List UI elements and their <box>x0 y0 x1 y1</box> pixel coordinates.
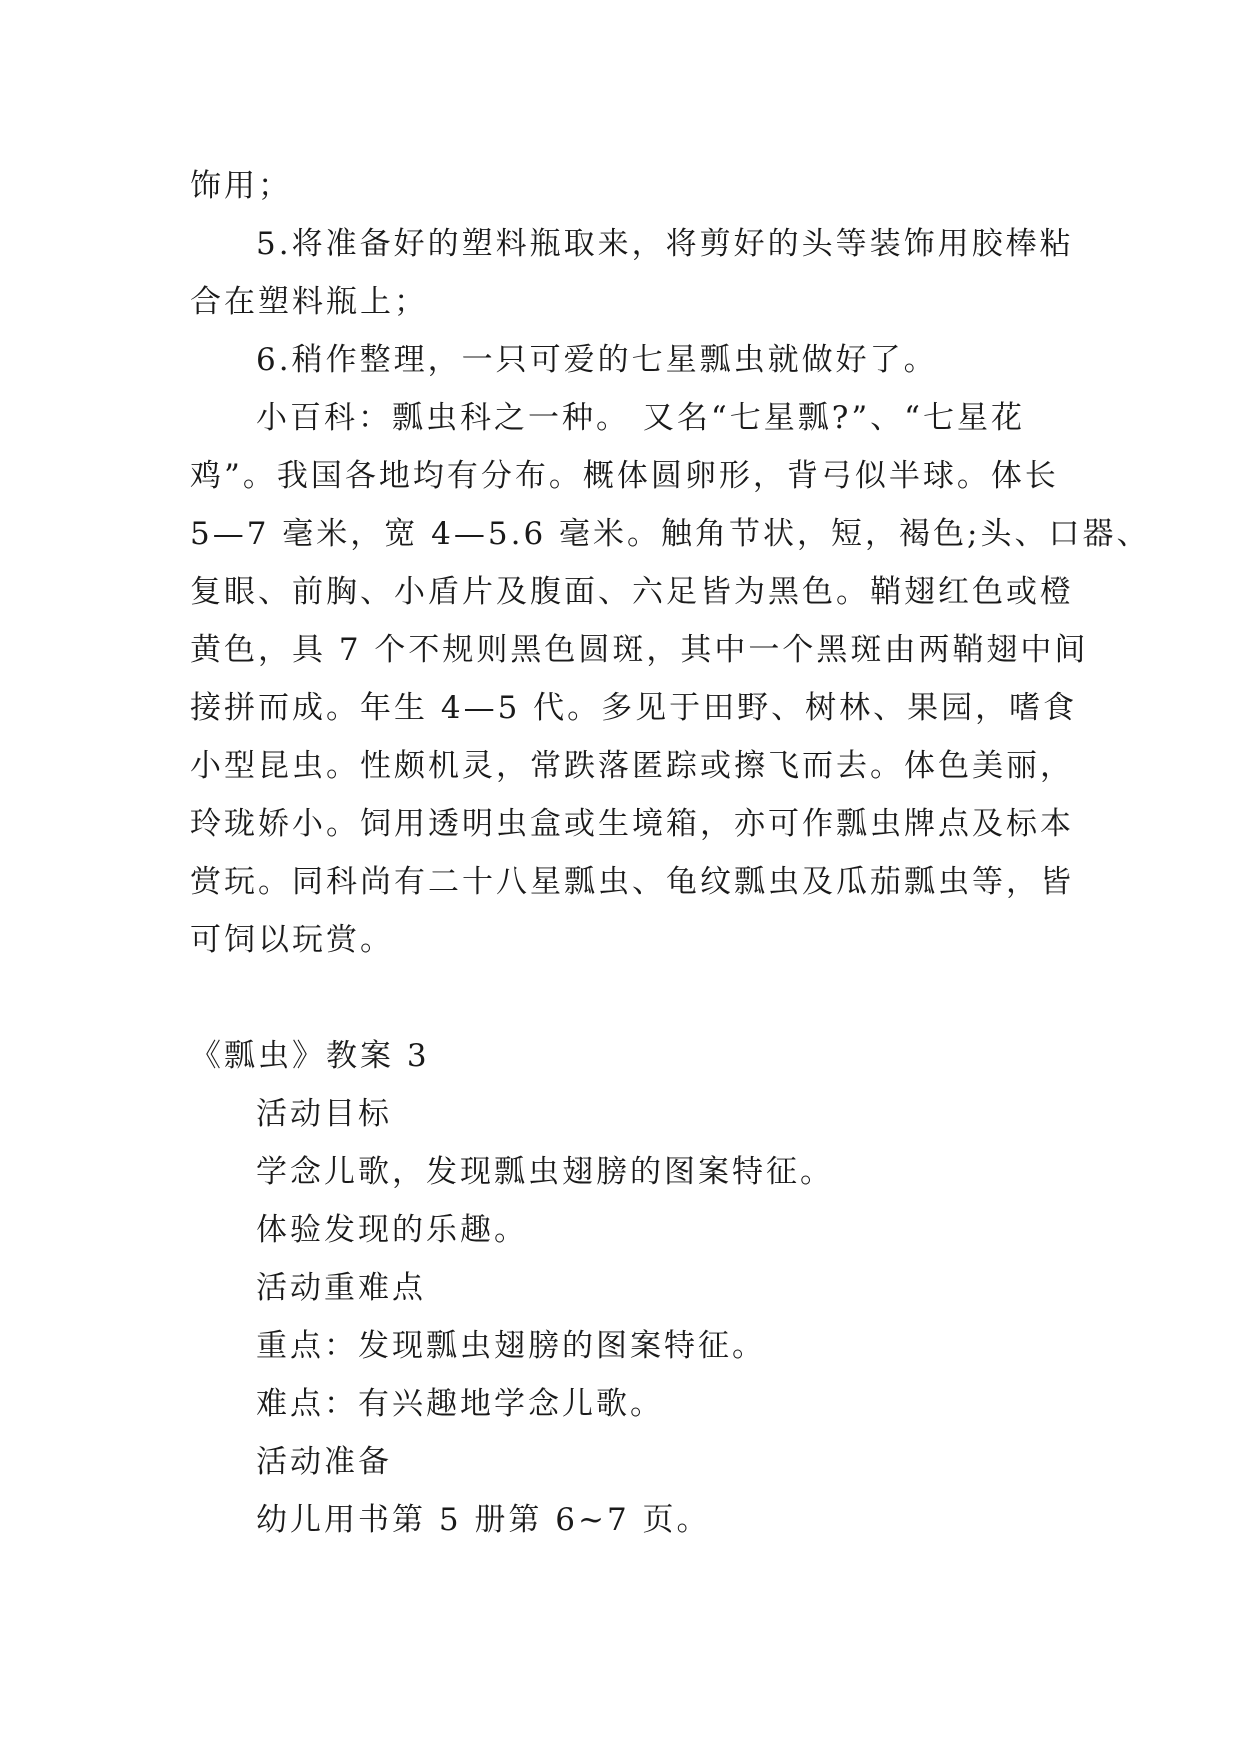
section-heading-focus: 活动重难点 <box>256 1270 426 1306</box>
encyclopedia-line: 鸡”。我国各地均有分布。概体圆卵形，背弓似半球。体长 <box>190 458 1059 494</box>
encyclopedia-line: 小型昆虫。性颇机灵，常跌落匿踪或擦飞而去。体色美丽， <box>190 748 1074 784</box>
encyclopedia-line: 赏玩。同科尚有二十八星瓢虫、龟纹瓢虫及瓜茄瓢虫等，皆 <box>190 864 1074 900</box>
goal-item: 体验发现的乐趣。 <box>256 1212 528 1248</box>
encyclopedia-line: 5—7 毫米，宽 4—5.6 毫米。触角节状，短，褐色;头、口器、 <box>190 516 1151 552</box>
key-point: 重点：发现瓢虫翅膀的图案特征。 <box>256 1328 766 1364</box>
goal-item: 学念儿歌，发现瓢虫翅膀的图案特征。 <box>256 1154 834 1190</box>
section-heading-goals: 活动目标 <box>256 1096 392 1132</box>
step-5-text: 5.将准备好的塑料瓶取来，将剪好的头等装饰用胶棒粘 <box>256 226 1074 262</box>
encyclopedia-line: 接拼而成。年生 4—5 代。多见于田野、树林、果园，嗜食 <box>190 690 1078 726</box>
difficulty-point: 难点：有兴趣地学念儿歌。 <box>256 1386 664 1422</box>
encyclopedia-line: 复眼、前胸、小盾片及腹面、六足皆为黑色。鞘翅红色或橙 <box>190 574 1074 610</box>
encyclopedia-line: 黄色，具 7 个不规则黑色圆斑，其中一个黑斑由两鞘翅中间 <box>190 632 1089 668</box>
section-heading-prep: 活动准备 <box>256 1444 392 1480</box>
prep-item: 幼儿用书第 5 册第 6~7 页。 <box>256 1502 711 1538</box>
encyclopedia-line: 小百科：瓢虫科之一种。 又名“七星瓢?”、“七星花 <box>256 400 1026 436</box>
encyclopedia-line: 可饲以玩赏。 <box>190 922 394 958</box>
body-text-line: 饰用； <box>190 168 292 204</box>
step-6-text: 6.稍作整理，一只可爱的七星瓢虫就做好了。 <box>256 342 938 378</box>
lesson-title: 《瓢虫》教案 3 <box>190 1038 430 1074</box>
encyclopedia-line: 玲珑娇小。饲用透明虫盒或生境箱，亦可作瓢虫牌点及标本 <box>190 806 1074 842</box>
body-text-line: 合在塑料瓶上； <box>190 284 428 320</box>
